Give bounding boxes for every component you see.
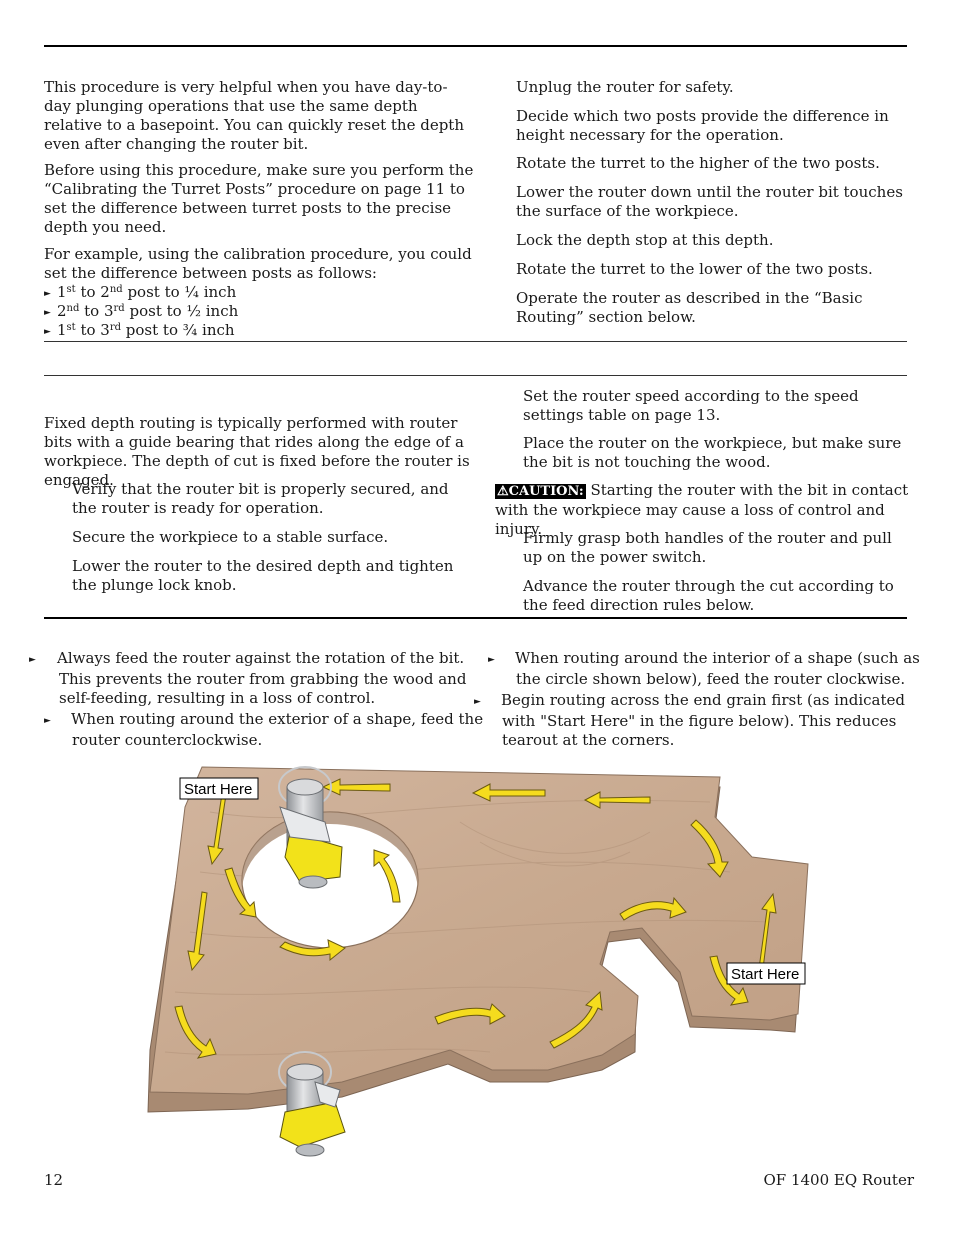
triangle-bullet-icon: ► [44, 308, 51, 318]
triangle-bullet-icon: ► [44, 327, 51, 337]
reset-step-5: Lock the depth stop at this depth. [516, 231, 774, 249]
triangle-bullet-icon: ► [44, 289, 51, 299]
fixed-step-3: Lower the router to the desired depth and tighten the plunge lock knob. [72, 557, 454, 594]
reset-step-4: Lower the router down until the router bit touches the surface of the workpiece. [516, 183, 903, 220]
reset-step-3: Rotate the turret to the higher of the two posts. [516, 154, 880, 172]
reset-intro-1: This procedure is very helpful when you have day-to-day plunging operations that use the same depth relative to a basepoint. You can quickly reset the depth even after changing the router bit. [44, 78, 464, 153]
fixed-step-5: Place the router on the workpiece, but make sure the bit is not touching the wood. [523, 434, 902, 471]
triangle-bullet-icon: ► [474, 697, 481, 707]
feed-sub-exterior: ► When routing around the exterior of a shape, feed the router counterclockwise. [44, 710, 484, 749]
reset-step-2: Decide which two posts provide the difference in height necessary for the operation. [516, 107, 889, 144]
list-item: ► 1st to 2nd post to ¼ inch [44, 283, 236, 304]
fixed-step-4: Set the router speed according to the speed settings table on page 13. [523, 387, 859, 424]
triangle-bullet-icon: ► [29, 655, 36, 665]
reset-step-6: Rotate the turret to the lower of the two posts. [516, 260, 873, 278]
reset-step-7: Operate the router as described in the “Basic Routing” section below. [516, 289, 863, 326]
feed-sub-interior: ► When routing around the interior of a shape (such as the circle shown below), feed the router clockwise. [488, 649, 920, 688]
svg-text:Start Here: Start Here [731, 966, 800, 983]
list-item: ► 2nd to 3rd post to ½ inch [44, 302, 238, 323]
footer-product: OF 1400 EQ Router [763, 1171, 914, 1189]
page-number: 12 [44, 1171, 64, 1189]
reset-intro-3: For example, using the calibration procedure, you could set the difference between posts as follows: [44, 245, 472, 282]
start-here-label-2 [727, 963, 805, 984]
svg-text:Start Here: Start Here [184, 781, 253, 798]
reset-step-1: Unplug the router for safety. [516, 78, 734, 96]
top-rule [44, 45, 907, 47]
section-divider [44, 341, 907, 342]
fixed-step-1: Verify that the router bit is properly secured, and the router is ready for operation. [72, 480, 449, 517]
fixed-step-7: Advance the router through the cut according to the feed direction rules below. [523, 577, 894, 614]
fixed-intro: Fixed depth routing is typically performed with router bits with a guide bearing that rides along the edge of a workpiece. The depth of cut is fixed before the router is engaged. [44, 414, 470, 489]
feed-rule-2: ► Begin routing across the end grain first (as indicated with "Start Here" in the figure below). This reduces tearout at the corners. [474, 691, 905, 749]
start-here-label-1 [180, 778, 258, 799]
warning-icon: ⚠ [497, 484, 509, 499]
caution-note: ⚠CAUTION: Starting the router with the bit in contact with the workpiece may cause a loss of control and injury. [495, 481, 909, 538]
caution-badge: ⚠CAUTION: [497, 484, 584, 499]
section-divider [44, 617, 907, 619]
feed-direction-figure [130, 752, 830, 1167]
fixed-step-6: Firmly grasp both handles of the router and pull up on the power switch. [523, 529, 892, 566]
feed-rule-1: ► Always feed the router against the rotation of the bit. This prevents the router from grabbing the wood and self-feeding, resulting in a loss of control. [29, 649, 467, 707]
fixed-step-2: Secure the workpiece to a stable surface. [72, 528, 389, 546]
reset-intro-2: Before using this procedure, make sure you perform the “Calibrating the Turret Posts” procedure on page 11 to set the difference between turret posts to the precise depth you need. [44, 161, 474, 236]
section-divider [44, 375, 907, 376]
triangle-bullet-icon: ► [44, 716, 51, 726]
triangle-bullet-icon: ► [488, 655, 495, 665]
list-item: ► 1st to 3rd post to ¾ inch [44, 321, 235, 342]
